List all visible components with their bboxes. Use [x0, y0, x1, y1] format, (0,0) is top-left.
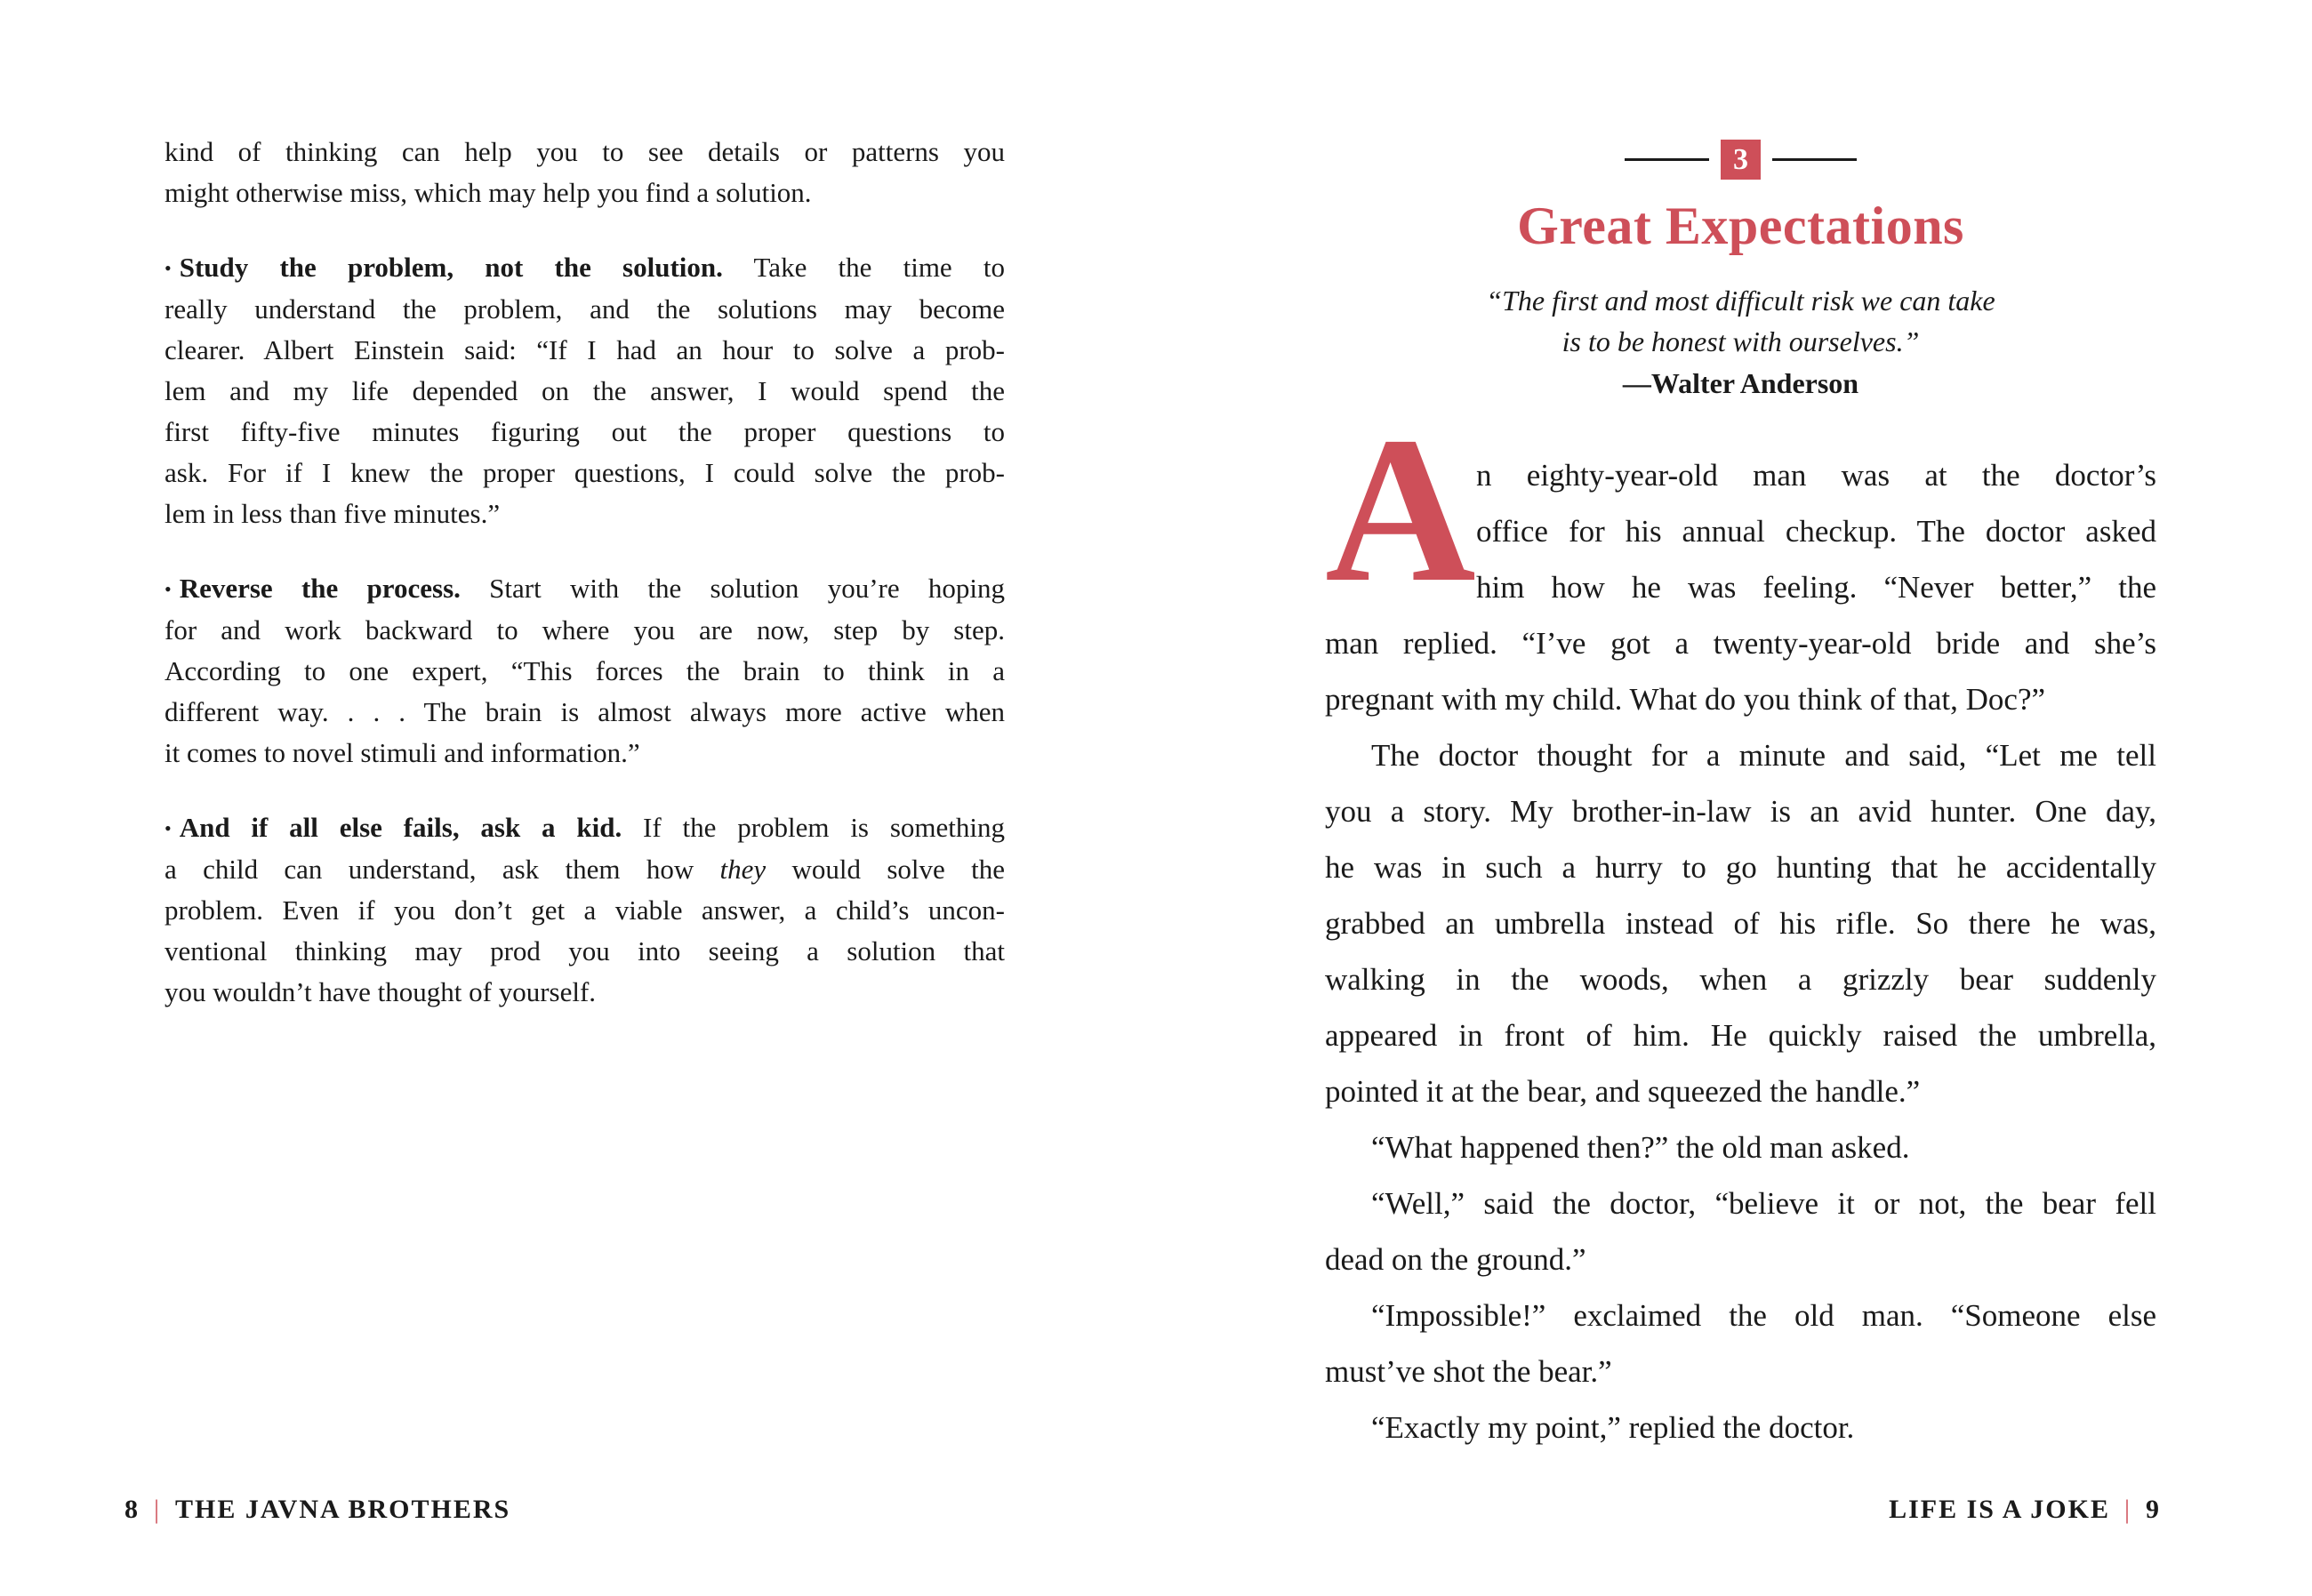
footer-separator: | [154, 1495, 162, 1524]
body-line: lem and my life depended on the answer, I would spend the [165, 375, 1005, 406]
body-line: “Exactly my point,” replied the doctor. [1371, 1410, 1855, 1445]
body-line: n eighty-year-old man was at the doctor’s [1476, 458, 2156, 493]
body-line [165, 247, 1005, 289]
body-line: problem. Even if you don’t get a viable answer, a child’s uncon- [165, 894, 1005, 926]
epigraph-line: is to be honest with ourselves.” [1561, 325, 1920, 357]
epigraph-attribution: —Walter Anderson [1622, 367, 1859, 399]
running-head: LIFE IS A JOKE [1889, 1495, 2110, 1524]
chapter-number-badge: 3 [1721, 140, 1761, 180]
chapter-title: Great Expectations [1517, 196, 1964, 255]
body-line: ventional thinking may prod you into seeing a solution that [165, 935, 1005, 966]
body-line: clearer. Albert Einstein said: “If I had an hour to solve a prob- [165, 334, 1005, 365]
emphasized-word: they [719, 854, 767, 885]
page-number: 9 [2146, 1495, 2161, 1524]
paragraph [165, 132, 1005, 213]
paragraph [1325, 727, 2156, 1119]
bullet-paragraph [165, 568, 1005, 774]
body-line [165, 849, 1005, 890]
epigraph [1325, 280, 2156, 404]
body-line: he was in such a hurry to go hunting that he accidentally [1325, 850, 2156, 885]
body-line: might otherwise miss, which may help you find a solution. [165, 177, 812, 208]
body-line: grabbed an umbrella instead of his rifle. So there he was, [1325, 906, 2156, 941]
ornament-rule-right [1772, 158, 1857, 161]
right-page-body [1325, 394, 2156, 1456]
left-page-footer [124, 1495, 510, 1525]
body-line: you wouldn’t have thought of yourself. [165, 976, 597, 1007]
bullet-paragraph [165, 247, 1005, 534]
body-line: According to one expert, “This forces the brain to think in a [165, 655, 1005, 686]
body-line: “What happened then?” the old man asked. [1371, 1130, 1910, 1165]
body-line: different way. . . . The brain is almost always more active when [165, 696, 1005, 727]
body-line: really understand the problem, and the solutions may become [165, 293, 1005, 325]
body-line: you a story. My brother-in-law is an avid hunter. One day, [1325, 794, 2156, 829]
footer-separator: | [2123, 1495, 2131, 1524]
body-line: ask. For if I knew the proper questions, I could solve the prob- [165, 457, 1005, 488]
body-line: office for his annual checkup. The doctor asked [1476, 514, 2156, 549]
body-line: it comes to novel stimuli and information.” [165, 737, 640, 768]
bullet-lead: And if all else fails, ask a kid. [179, 812, 622, 843]
paragraph [1325, 1175, 2156, 1287]
body-line [165, 568, 1005, 610]
running-head: THE JAVNA BROTHERS [175, 1495, 511, 1524]
page-number: 8 [124, 1495, 140, 1524]
drop-cap [1325, 394, 1476, 625]
body-line: walking in the woods, when a grizzly bear suddenly [1325, 962, 2156, 997]
body-line: for and work backward to where you are now, step by step. [165, 614, 1005, 646]
bullet-lead: Reverse the process. [179, 573, 461, 604]
body-text: a child can understand, ask them how [165, 854, 720, 885]
epigraph-line: “The first and most difficult risk we can take [1486, 285, 1995, 317]
bullet-paragraph [165, 807, 1005, 1013]
drop-cap-letter: A [1325, 394, 1476, 625]
body-line: must’ve shot the bear.” [1325, 1354, 1612, 1389]
paragraph [1325, 1400, 2156, 1456]
body-line: pointed it at the bear, and squeezed the handle.” [1325, 1074, 1921, 1109]
body-line: “Well,” said the doctor, “believe it or not, the bear fell [1371, 1186, 2156, 1221]
bullet-icon: • [165, 578, 172, 600]
ornament-rule-left [1625, 158, 1709, 161]
body-line: The doctor thought for a minute and said, “Let me tell [1371, 738, 2156, 773]
body-line: dead on the ground.” [1325, 1242, 1586, 1277]
bullet-icon: • [165, 257, 172, 279]
body-line [165, 807, 1005, 849]
bullet-icon: • [165, 817, 172, 839]
body-line: man replied. “I’ve got a twenty-year-old bride and she’s [1325, 626, 2156, 661]
body-line: first fifty-five minutes figuring out the proper questions to [165, 416, 1005, 447]
body-line: pregnant with my child. What do you think of that, Doc?” [1325, 682, 2046, 717]
right-page-footer [1889, 1495, 2161, 1525]
body-text: would solve the [766, 854, 1005, 885]
paragraph [1325, 1287, 2156, 1400]
body-line: “Impossible!” exclaimed the old man. “Someone else [1371, 1298, 2156, 1333]
body-line: him how he was feeling. “Never better,” the [1476, 570, 2156, 605]
right-page [1325, 0, 2156, 1596]
chapter-ornament [1325, 140, 2156, 180]
body-line: lem in less than five minutes.” [165, 498, 501, 529]
body-text: Start with the solution you’re hoping [460, 573, 1005, 604]
body-text: If the problem is something [622, 812, 1005, 843]
paragraph [1325, 1119, 2156, 1175]
body-line: kind of thinking can help you to see details or patterns you [165, 136, 1005, 167]
left-page-body [165, 132, 1005, 1013]
bullet-lead: Study the problem, not the solution. [179, 252, 723, 283]
body-text: Take the time to [722, 252, 1005, 283]
body-line: appeared in front of him. He quickly raised the umbrella, [1325, 1018, 2156, 1053]
